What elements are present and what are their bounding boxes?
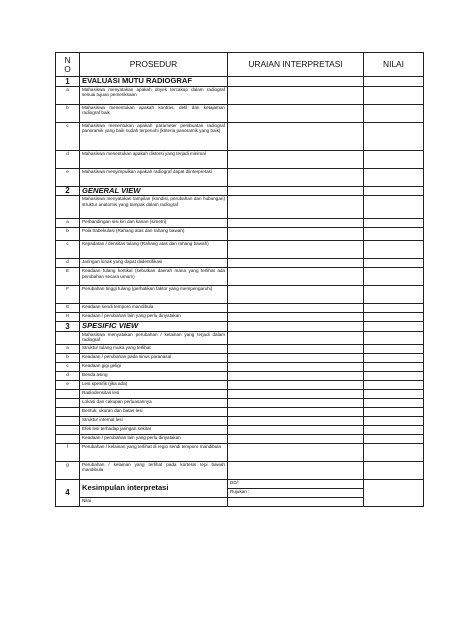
- nilai-cell[interactable]: [364, 353, 424, 362]
- uraian-cell[interactable]: [228, 434, 364, 443]
- procedure-text: Struktur tulang muka yang terlihat: [80, 344, 228, 353]
- row-label: [56, 434, 80, 443]
- uraian-cell[interactable]: [228, 322, 364, 332]
- nilai-cell[interactable]: [364, 241, 424, 259]
- uraian-cell[interactable]: [228, 398, 364, 407]
- uraian-cell[interactable]: [228, 241, 364, 259]
- procedure-row: [56, 196, 424, 219]
- row-label: [56, 389, 80, 398]
- uraian-cell[interactable]: [228, 313, 364, 322]
- row-label: b: [56, 228, 80, 241]
- ddx-field[interactable]: DD/:: [228, 479, 364, 488]
- uraian-cell[interactable]: [228, 196, 364, 219]
- uraian-cell[interactable]: [228, 425, 364, 434]
- procedure-text: Keadaan / perubahan lain yang perlu dinyatakan: [80, 313, 228, 322]
- row-label: g: [56, 461, 80, 479]
- procedure-text: Mahasiswa menyatakan perubahan / kelainan yang terjadi dalam radiograf: [80, 331, 228, 344]
- procedure-text: Keadaan tulang kortikal (sebutkan daerah mana yang terlihat ada perubahan secara umum): [80, 268, 228, 286]
- nilai-cell[interactable]: [364, 304, 424, 313]
- procedure-row: [56, 425, 424, 434]
- nilai-label: Nilai: [80, 497, 228, 506]
- procedure-text: Mahasiswa menyatakan tampilan (kondisi, perubahan dan hubungan) struktur anatomis yang tampak dalam radiograf: [80, 196, 228, 219]
- procedure-text: Mahasiswa menentukan apakah parameter pembuatan radiograf panoramik yang baik sudah terpenuhi (kriteria panoramik yang baik): [80, 122, 228, 150]
- procedure-row: [56, 407, 424, 416]
- nilai-cell[interactable]: [364, 322, 424, 332]
- procedure-text: Mahasiswa menyimpulkan apakah radiograf dapat diinterpretasi: [80, 168, 228, 186]
- procedure-text: Perubahan tinggi tulang (perhatikan faktor yang mempengaruhi): [80, 286, 228, 304]
- nilai-cell[interactable]: [364, 228, 424, 241]
- rujukan-field[interactable]: Rujukan :: [228, 488, 364, 497]
- nilai-cell[interactable]: [364, 389, 424, 398]
- nilai-cell[interactable]: [364, 479, 424, 506]
- uraian-cell[interactable]: [228, 380, 364, 389]
- header-no: N O: [56, 53, 80, 77]
- procedure-row: [56, 228, 424, 241]
- procedure-text: Keadaan / perubahan lain yang perlu dinyatakan: [80, 434, 228, 443]
- section-title-text: SPESIFIC VIEW: [82, 321, 139, 331]
- procedure-text: Efek lesi terhadap jaringan sekitar: [80, 425, 228, 434]
- row-label: [56, 425, 80, 434]
- row-label: G: [56, 304, 80, 313]
- row-label: e: [56, 168, 80, 186]
- section-number: 4: [56, 479, 80, 506]
- nilai-cell[interactable]: [364, 344, 424, 353]
- procedure-text: Jaringan lunak yang dapat diidentifikasi: [80, 259, 228, 268]
- row-label: F: [56, 286, 80, 304]
- procedure-row: [56, 380, 424, 389]
- uraian-cell[interactable]: [228, 219, 364, 228]
- procedure-text: Lesi spesifik (jika ada): [80, 380, 228, 389]
- uraian-cell[interactable]: [228, 416, 364, 425]
- procedure-text: Struktur internal lesi: [80, 416, 228, 425]
- row-label: a: [56, 219, 80, 228]
- nilai-cell[interactable]: [364, 219, 424, 228]
- procedure-row: [56, 304, 424, 313]
- uraian-cell[interactable]: [228, 122, 364, 150]
- uraian-cell[interactable]: [228, 497, 364, 506]
- nilai-cell[interactable]: [364, 331, 424, 344]
- procedure-text: Lokasi dan cakupan perluasannya: [80, 398, 228, 407]
- section-number: 3: [56, 322, 80, 332]
- section-title: [80, 77, 228, 87]
- procedure-row: [56, 371, 424, 380]
- row-label: c: [56, 241, 80, 259]
- form-body: [56, 77, 424, 507]
- procedure-row: [56, 434, 424, 443]
- procedure-text: Benda asing: [80, 371, 228, 380]
- procedure-row: [56, 168, 424, 186]
- procedure-row: [56, 122, 424, 150]
- procedure-row: [56, 353, 424, 362]
- procedure-row: [56, 344, 424, 353]
- procedure-text: Keadaan gigi geligi: [80, 362, 228, 371]
- row-label: a: [56, 86, 80, 104]
- procedure-text: Perubahan / kelainan yang terlihat di regio sendi temporo mandibula: [80, 443, 228, 461]
- uraian-cell[interactable]: [228, 150, 364, 168]
- uraian-cell[interactable]: [228, 331, 364, 344]
- uraian-cell[interactable]: [228, 86, 364, 104]
- row-label: [56, 196, 80, 219]
- uraian-cell[interactable]: [228, 461, 364, 479]
- procedure-row: [56, 219, 424, 228]
- row-label: f: [56, 443, 80, 461]
- nilai-cell[interactable]: [364, 259, 424, 268]
- procedure-text: Perubahan / kelainan yang terlihat pada kortesis tepi bawah mandibula: [80, 461, 228, 479]
- procedure-row: [56, 104, 424, 122]
- nilai-cell[interactable]: [364, 313, 424, 322]
- procedure-row: [56, 331, 424, 344]
- procedure-row: [56, 416, 424, 425]
- procedure-row: [56, 389, 424, 398]
- header-nilai: NILAI: [364, 53, 424, 77]
- row-label: d: [56, 150, 80, 168]
- procedure-text: Kepadatan / densitas tulang (Rahang atas dan rahang bawah): [80, 241, 228, 259]
- nilai-cell[interactable]: [364, 186, 424, 196]
- procedure-text: Keadaan / perubahan pada sinus paranasal: [80, 353, 228, 362]
- procedure-row: [56, 241, 424, 259]
- nilai-cell[interactable]: [364, 362, 424, 371]
- nilai-cell[interactable]: [364, 443, 424, 461]
- procedure-row: [56, 259, 424, 268]
- uraian-cell[interactable]: [228, 259, 364, 268]
- section-row: [56, 77, 424, 87]
- procedure-text: Pola trabekulasi (Rahang atas dan rahang bawah): [80, 228, 228, 241]
- procedure-text: Mahasiswa menentukan apakah kontras, detil dan ketajaman radiograf baik: [80, 104, 228, 122]
- row-label: b: [56, 104, 80, 122]
- nilai-cell[interactable]: [364, 86, 424, 104]
- nilai-cell[interactable]: [364, 461, 424, 479]
- nilai-cell[interactable]: [364, 398, 424, 407]
- uraian-cell[interactable]: [228, 268, 364, 286]
- row-label: H: [56, 313, 80, 322]
- conclusion-title: [80, 479, 228, 497]
- nilai-cell[interactable]: [364, 407, 424, 416]
- nilai-cell[interactable]: [364, 196, 424, 219]
- section-title: [80, 322, 228, 332]
- nilai-cell[interactable]: [364, 77, 424, 87]
- uraian-cell[interactable]: [228, 286, 364, 304]
- uraian-cell[interactable]: [228, 371, 364, 380]
- section-title-text: EVALUASI MUTU RADIOGRAF: [82, 76, 192, 85]
- nilai-cell[interactable]: [364, 104, 424, 122]
- nilai-cell[interactable]: [364, 371, 424, 380]
- nilai-cell[interactable]: [364, 416, 424, 425]
- conclusion-row: [56, 479, 424, 488]
- nilai-cell[interactable]: [364, 434, 424, 443]
- section-title-text: GENERAL VIEW: [82, 186, 141, 195]
- procedure-text: Mahasiswa menentukan apakah distorsi yang terjadi minimal: [80, 150, 228, 168]
- row-label: c: [56, 122, 80, 150]
- row-label: [56, 398, 80, 407]
- nilai-cell[interactable]: [364, 168, 424, 186]
- row-label: d: [56, 371, 80, 380]
- procedure-row: [56, 313, 424, 322]
- procedure-row: [56, 150, 424, 168]
- row-label: b: [56, 353, 80, 362]
- row-label: [56, 331, 80, 344]
- procedure-text: Mahasiswa menyatakan apakah obyek tercakup dalam radiograf sesuai tujuan pemeriksaan: [80, 86, 228, 104]
- row-label: [56, 407, 80, 416]
- procedure-row: [56, 461, 424, 479]
- row-label: e: [56, 380, 80, 389]
- procedure-row: [56, 286, 424, 304]
- procedure-row: [56, 268, 424, 286]
- uraian-cell[interactable]: [228, 443, 364, 461]
- row-label: [56, 416, 80, 425]
- interpretation-form-table: [55, 52, 424, 507]
- procedure-row: [56, 398, 424, 407]
- header-prosedur: PROSEDUR: [80, 53, 228, 77]
- nilai-cell[interactable]: [364, 150, 424, 168]
- section-number: 1: [56, 77, 80, 87]
- procedure-row: [56, 86, 424, 104]
- row-label: d: [56, 259, 80, 268]
- row-label: c: [56, 362, 80, 371]
- procedure-text: Bentuk, ukuran dan batas lesi: [80, 407, 228, 416]
- uraian-cell[interactable]: [228, 77, 364, 87]
- section-title: [80, 186, 228, 196]
- procedure-row: [56, 443, 424, 461]
- nilai-cell[interactable]: [364, 425, 424, 434]
- header-row: [56, 53, 424, 77]
- uraian-cell[interactable]: [228, 362, 364, 371]
- nilai-cell[interactable]: [364, 122, 424, 150]
- uraian-cell[interactable]: [228, 344, 364, 353]
- uraian-cell[interactable]: [228, 389, 364, 398]
- uraian-cell[interactable]: [228, 353, 364, 362]
- nilai-cell[interactable]: [364, 380, 424, 389]
- uraian-cell[interactable]: [228, 186, 364, 196]
- row-label: a: [56, 344, 80, 353]
- section-row: [56, 322, 424, 332]
- conclusion-title-text: Kesimpulan interpretasi: [82, 482, 169, 492]
- section-row: [56, 186, 424, 196]
- uraian-cell[interactable]: [228, 304, 364, 313]
- section-number: 2: [56, 186, 80, 196]
- uraian-cell[interactable]: [228, 228, 364, 241]
- procedure-text: Perbandingan sisi kiri dan kanan (simetri): [80, 219, 228, 228]
- procedure-text: Radiodensitas lesi: [80, 389, 228, 398]
- nilai-cell[interactable]: [364, 286, 424, 304]
- row-label: E: [56, 268, 80, 286]
- uraian-cell[interactable]: [228, 407, 364, 416]
- procedure-text: Keadaan sendi temporo mandibula: [80, 304, 228, 313]
- header-uraian: URAIAN INTERPRETASI: [228, 53, 364, 77]
- uraian-cell[interactable]: [228, 104, 364, 122]
- nilai-cell[interactable]: [364, 268, 424, 286]
- uraian-cell[interactable]: [228, 168, 364, 186]
- procedure-row: [56, 362, 424, 371]
